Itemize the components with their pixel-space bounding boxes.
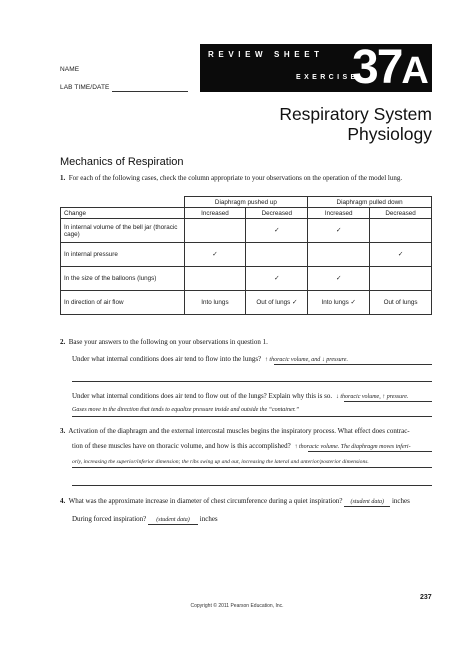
exercise-label: EXERCISE [296,74,359,81]
question-2-part-b: Under what internal conditions does air tend to flow out of the lungs? Explain why this is so. ↓ thoracic volume, ↑ pressure. [72,392,409,400]
answer-line [308,451,432,452]
table-cell: ✓ [246,219,308,243]
answer-4b: (student data) [148,516,198,525]
table-cell [184,267,246,291]
answer-line [72,467,432,468]
table-cell: ✓ [308,267,370,291]
section-title: Mechanics of Respiration [60,156,184,168]
question-1: 1. For each of the following cases, check the column appropriate to your observations on the operation of the model lung. [60,174,403,182]
table-cell: Out of lungs ✓ [246,291,308,315]
answer-2b-explanation: Gases move in the direction that tends to equalize pressure inside and outside the “container.” [72,407,300,413]
table-row [61,291,432,315]
question-2-intro: 2. Base your answers to the following on your observations in question 1. [60,338,268,346]
table-row [61,243,432,267]
table-cell: Into lungs ✓ [308,291,370,315]
table-cell [370,267,432,291]
table-cell: ✓ [370,243,432,267]
table-cell [184,219,246,243]
table-cell: ✓ [308,219,370,243]
table-cell [370,219,432,243]
table-cell [308,243,370,267]
column-header: Decreased [246,208,308,219]
table-row [61,267,432,291]
lab-time-date-line [112,91,188,92]
question-3-line-1: 3. Activation of the diaphragm and the external intercostal muscles begins the inspiratory process. What effect does contrac- [60,427,410,435]
column-header: Decreased [370,208,432,219]
row-label: In direction of air flow [61,291,185,315]
answer-4a: (student data) [344,498,390,507]
exercise-number: 37A [352,41,429,94]
column-header: Increased [308,208,370,219]
page-title: Respiratory System Physiology [279,104,432,144]
group-header-pushed-up: Diaphragm pushed up [184,197,308,208]
table-cell: Out of lungs [370,291,432,315]
review-sheet-banner [200,41,432,94]
review-sheet-label: REVIEW SHEET [208,50,324,59]
model-lung-table [60,196,432,315]
answer-2b: ↓ thoracic volume, ↑ pressure. [335,394,409,400]
group-header-pulled-down: Diaphragm pulled down [308,197,432,208]
answer-3-continued: orly, increasing the superior/inferior dimension; the ribs swing up and out, increasing the lateral and anterior/posterior dimensions. [72,459,369,465]
question-3-line-2: tion of these muscles have on thoracic volume, and how is this accomplished? ↑ thoracic volume. The diaphragm moves inferi- [72,442,411,450]
row-label: In the size of the balloons (lungs) [61,267,185,291]
answer-line [344,401,432,402]
answer-2a: ↑ thoracic volume, and ↓ pressure. [264,357,348,363]
answer-line [72,485,432,486]
page-number: 237 [420,594,432,601]
name-label: NAME [60,66,80,73]
copyright-notice: Copyright © 2011 Pearson Education, Inc. [190,603,284,609]
table-cell: ✓ [184,243,246,267]
table-cell [246,243,308,267]
question-4-line-2: During forced inspiration? (student data) inches [72,515,218,523]
answer-line [72,381,432,382]
row-label: In internal pressure [61,243,185,267]
answer-line [72,416,432,417]
table-cell: Into lungs [184,291,246,315]
answer-line [274,364,432,365]
column-header: Increased [184,208,246,219]
table-row [61,219,432,243]
lab-time-date-label: LAB TIME/DATE [60,84,110,91]
table-cell: ✓ [246,267,308,291]
question-2-part-a: Under what internal conditions does air tend to flow into the lungs? ↑ thoracic volume, and ↓ pressure. [72,355,348,363]
column-header: Change [61,208,185,219]
question-4-line-1: 4. What was the approximate increase in diameter of chest circumference during a quiet inspiration? (student data) inches [60,497,410,505]
row-label: In internal volume of the bell jar (thoracic cage) [61,219,185,243]
answer-3: ↑ thoracic volume. The diaphragm moves inferi- [294,444,411,450]
